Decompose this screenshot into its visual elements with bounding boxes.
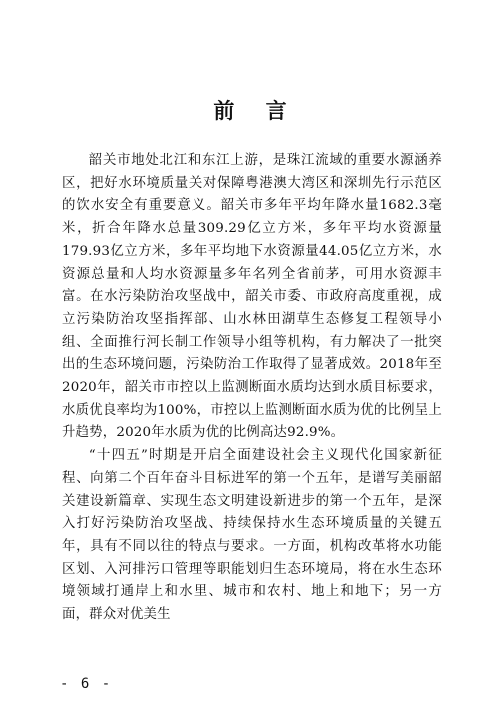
page-heading: 前 言 [213,98,299,123]
page-number: - 6 - [60,676,113,692]
paragraph-2: “十四五”时期是开启全面建设社会主义现代化国家新征程、向第二个百年奋斗目标进军的第一个五年，是谱写美丽韶关建设新篇章、实现生态文明建设新进步的第一个五年，是深入打好污染防治攻坚战、持续保持水生态环境质量的关键五年，具有不同以往的特点与要求。一方面，机构改革将水功能区划、入河排污口管理等职能划归生态环境局，将在水生态环境领域打通岸上和水里、城市和农村、地上和地下；另一方面，群众对优美生 [62,448,442,623]
paragraph-1: 韶关市地处北江和东江上游，是珠江流域的重要水源涵养区，把好水环境质量关对保障粤港澳大湾区和深圳先行示范区的饮水安全有重要意义。韶关市多年平均年降水量1682.3毫米，折合年降水总量309.29亿立方米，多年平均水资源量179.93亿立方米，多年平均地下水资源量44.05亿立方米，水资源总量和人均水资源量多年名列全省前茅，可用水资源丰富。在水污染防治攻坚战中，韶关市委、市政府高度重视，成立污染防治攻坚指挥部、山水林田湖草生态修复工程领导小组、全面推行河长制工作领导小组等机构，有力解决了一批突出的生态环境问题，污染防治工作取得了显著成效。2018年至2020年，韶关市市控以上监测断面水质均达到水质目标要求，水质优良率均为100%，市控以上监测断面水质为优的比例呈上升趋势，2020年水质为优的比例高达92.9%。 [62,153,442,441]
body-text [62,150,442,627]
